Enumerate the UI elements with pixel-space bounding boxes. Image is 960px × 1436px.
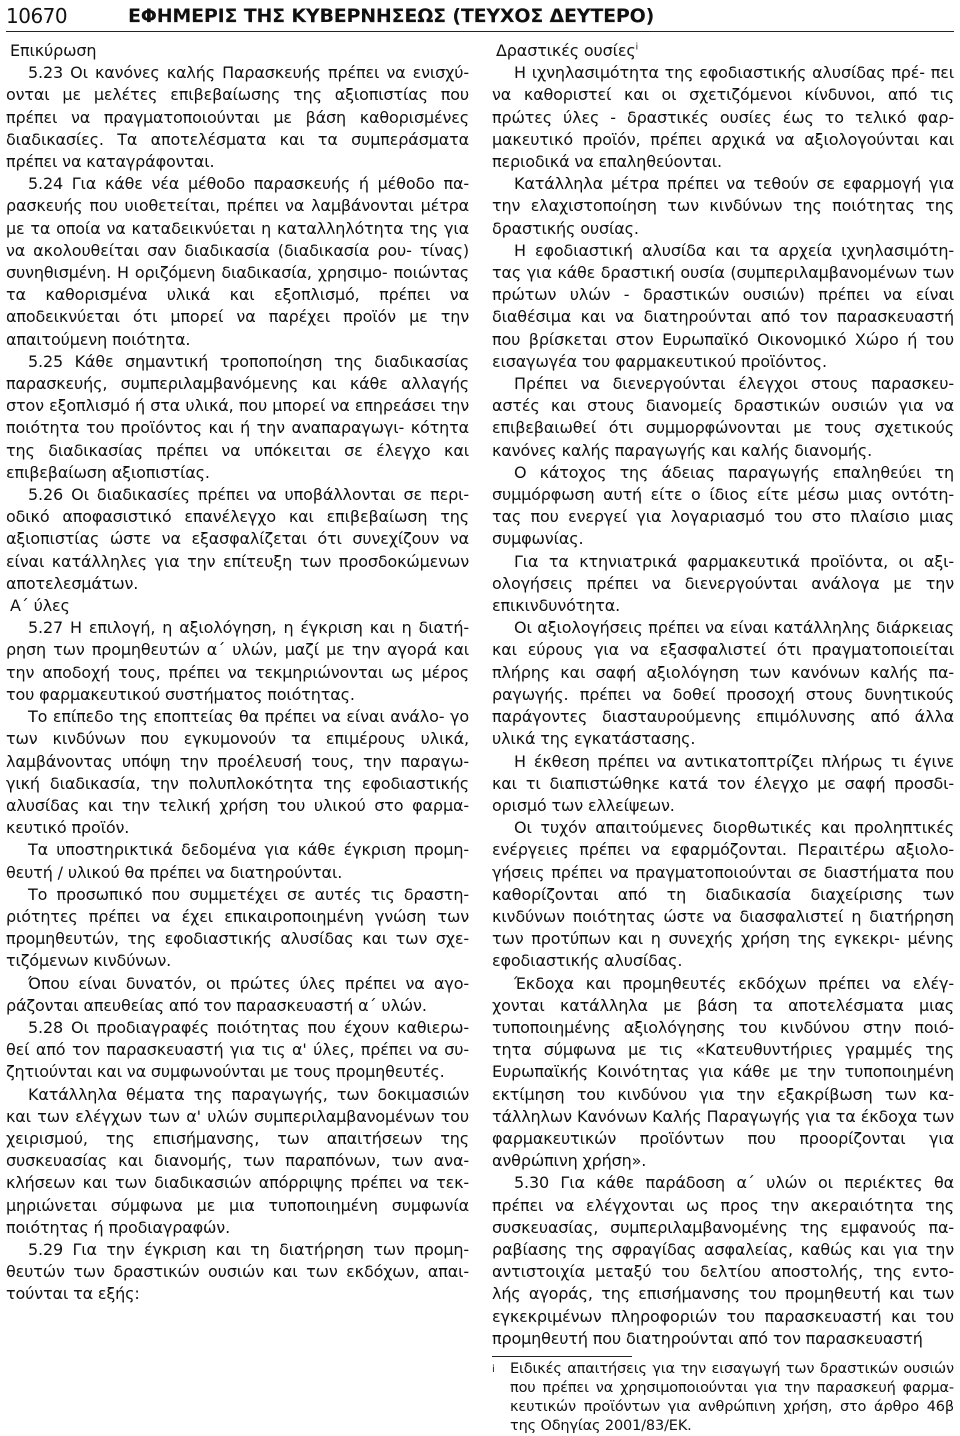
paragraph-supporting-data: Τα υποστηρικτικά δεδομένα για κάθε έγκριση προμη- θευτή / υλικού θα πρέπει να διατηρούνται. <box>6 840 469 882</box>
paragraph-staff-knowledge: Το προσωπικό που συμμετέχει σε αυτές τις δραστη- ριότητες πρέπει να έχει επικαιροποιημένη γνώση των προμηθευτών, της εφοδιαστικής αλυσίδας και των σχε- τιζόμενων κινδύνων. <box>6 884 469 971</box>
paragraph-5-29: 5.29 Για την έγκριση και τη διατήρηση των προμη- θευτών των δραστικών ουσιών και των εκδόχων, απαι- τούνται τα εξής: <box>6 1239 469 1304</box>
paragraph-5-25: 5.25 Κάθε σημαντική τροποποίηση της διαδικασίας παρασκευής, συμπεριλαμβανόμενης και κάθε αλλαγής στον εξοπλισμό ή στα υλικά, που μπορεί να επηρεάσει την ποιότητα του προϊόντος και ή την αναπαραγωγι- κότητα της διαδικασίας πρέπει να υπόκειται σε έλεγχο και επιβεβαίωση αξιοπιστίας. <box>6 351 469 482</box>
footnote-reference: i <box>635 42 638 53</box>
section-heading-active-substances <box>492 40 954 62</box>
footnote-text: Ειδικές απαιτήσεις για την εισαγωγή των δραστικών ουσιών που πρέπει να χρησιμοποιούνται για την παρασκευή φαρμα- κευτικών προϊόντων για ανθρώπινη χρήση, στο άρθρο 46β της Οδηγίας 2001/83/ΕΚ. <box>510 1360 954 1434</box>
paragraph-5-30: 5.30 Για κάθε παράδοση α΄ υλών οι περιέκτες θα πρέπει να ελέγχονται ως προς την ακεραιότητα της συσκευασίας, συμπεριλαμβανομένης της εμφανούς πα- ραβίασης της σφραγίδας ασφαλείας, καθώς και για την αντιστοιχία μεταξύ του δελτίου αποστολής, της εντο- λής αγοράς, της επισήμανσης του προμηθευτή και των εγκεκριμένων πληροφοριών του παρασκευαστή και του προμηθευτή που διατηρούνται από τον παρασκευαστή <box>492 1173 954 1348</box>
section-heading-raw-materials: Α΄ ύλες <box>10 596 70 616</box>
paragraph-5-23: 5.23 Οι κανόνες καλής Παρασκευής πρέπει να ενισχύ- ονται με μελέτες επιβεβαίωσης της αξιοπιστίας που πρέπει να πραγματοποιούνται με βάση καθορισμένες διαδικασίες. Τα αποτελέσματα και τα συμπεράσματα πρέπει να καταγράφονται. <box>6 63 469 172</box>
heading-text: Δραστικές ουσίες <box>496 41 636 60</box>
paragraph-direct-purchase: Όπου είναι δυνατόν, οι πρώτες ύλες πρέπει να αγο- ράζονται απευθείας από τον παρασκευαστή α΄ υλών. <box>6 973 469 1015</box>
paragraph-quality-agreement: Κατάλληλα θέματα της παραγωγής, των δοκιμασιών και των ελέγχων των α' υλών συμπεριλαμβανομένων του χειρισμού, της επισήμανσης, των απαιτήσεων της συσκευασίας και διανομής, των παραπόνων, των ανα- κλήσεων και των διαδικασιών απόρριψης πρέπει να τεκ- μηριώνεται σύμφωνα με μια τυποποιημένη συμφωνία ποιότητας ή προδιαγραφών. <box>6 1084 469 1237</box>
paragraph-5-27: 5.27 Η επιλογή, η αξιολόγηση, η έγκριση και η διατή- ρηση των προμηθευτών α΄ υλών, μαζί με την αγορά και την αποδοχή τους, πρέπει να τεκμηριώνονται ως μέρος του φαρμακευτικού συστήματος ποιότητας. <box>6 618 469 704</box>
footnote-divider <box>492 1356 632 1357</box>
paragraph-excipients: Έκδοχα και προμηθευτές εκδόχων πρέπει να ελέγ- χονται κατάλληλα με βάση τα αποτελέσματα μιας τυποποιημένης αξιολόγησης του κινδύνου στην ποιό- τητα σύμφωνα με τις «Κατευθυντήριες γραμμές της Ευρωπαϊκής Κοινότητας για κάθε με την τυποποιημένη εκτίμηση του κινδύνου για την εξακρίβωση των κα- τάλληλων Κανόνων Καλής Παραγωγής για τα έκδοχα των φαρμακευτικών προϊόντων που προορίζονται για ανθρώπινη χρήση». <box>492 973 954 1171</box>
footnote <box>492 1360 954 1436</box>
paragraph-veterinary: Για τα κτηνιατρικά φαρμακευτικά προϊόντα, οι αξι- ολογήσεις πρέπει να διενεργούνται ανάλογα με την επικινδυνότητα. <box>492 551 954 616</box>
paragraph-5-28: 5.28 Οι προδιαγραφές ποιότητας που έχουν καθιερω- θεί από τον παρασκευαστή για τις α' ύλες, πρέπει να συ- ζητιούνται και να συμφωνούνται με τους προμηθευτές. <box>6 1017 469 1082</box>
gazette-title: ΕΦΗΜΕΡΙΣ ΤΗΣ ΚΥΒΕΡΝΗΣΕΩΣ (ΤΕΥΧΟΣ ΔΕΥΤΕΡΟ) <box>128 4 655 27</box>
paragraph-audits: Πρέπει να διενεργούνται έλεγχοι στους παρασκευ- αστές και στους διανομείς δραστικών ουσιών για να επιβεβαιωθεί ότι συμμορφώνονται με τους σχετικούς κανόνες καλής παραγωγής και καλής διανομής. <box>492 374 954 460</box>
paragraph-audit-report: Η έκθεση πρέπει να αντικατοπτρίζει πλήρως τι έγινε και τι διαπιστώθηκε κατά τον έλεγχο με σαφή προσδι- ορισμό των ελλείψεων. <box>492 751 954 815</box>
section-heading-validation: Επικύρωση <box>10 41 97 60</box>
page-header <box>6 0 954 32</box>
paragraph-corrective-actions: Οι τυχόν απαιτούμενες διορθωτικές και προληπτικές ενέργειες πρέπει να εφαρμόζονται. Περαιτέρω αξιολο- γήσεις πρέπει να πραγματοποιούνται σε διαστήματα που καθορίζονται από τη διαδικασία διαχείρισης των κινδύνων ποιότητας ώστε να διασφαλιστεί η διατήρηση των προτύπων και η συνεχής χρήση της εγκεκρι- μένης εφοδιαστικής αλυσίδας. <box>492 818 954 971</box>
paragraph-5-26: 5.26 Οι διαδικασίες πρέπει να υποβάλλονται σε περι- οδικό αποφασιστικό επανέλεγχο και επιβεβαίωση της αξιοπιστίας ώστε να εξασφαλίζεται ότι συνεχίζουν να είναι κατάλληλες για την επίτευξη των προσδοκώμενων αποτελεσμάτων. <box>6 485 469 593</box>
paragraph-audit-scope: Οι αξιολογήσεις πρέπει να είναι κατάλληλης διάρκειας και εύρους για να εξασφαλιστεί ότι πραγματοποιείται πλήρης και σαφή αξιολόγηση των κανόνων καλής πα- ραγωγής. πρέπει να δοθεί προσοχή στους δυνητικούς παράγοντες διασταυρούμενης επιμόλυνσης από άλλα υλικά της εγκατάστασης. <box>492 618 954 749</box>
paragraph-supervision-level: Το επίπεδο της εποπτείας θα πρέπει να είναι ανάλο- γο των κινδύνων που εγκυμονούν τα επιμέρους υλικά, λαμβάνοντας υπόψη την προέλευσή τους, την παραγω- γική διαδικασία, την πολυπλοκότητα της εφοδιαστικής αλυσίδας και την τελική χρήση του υλικού στο φαρμα- κευτικό προϊόν. <box>6 707 469 838</box>
footnote-marker: i <box>492 1363 495 1375</box>
paragraph-5-24: 5.24 Για κάθε νέα μέθοδο παρασκευής ή μέθοδο πα- ρασκευής που υιοθετείται, πρέπει να λαμβάνονται μέτρα με τα οποία να καταδεικνύεται η καταλληλότητα της για να ακολουθείται σαν διαδικασία (διαδικασία ρου- τίνας) συνηθισμένη. Η οριζόμενη διαδικασία, χρησιμο- ποιώντας τα καθορισμένα υλικά και εξοπλισμό, πρέπει να αποδεικνύεται ότι μπορεί να παρέχει προϊόν με την απαιτούμενη ποιότητα. <box>6 174 469 349</box>
right-column <box>492 40 954 1436</box>
paragraph-risk-measures: Κατάλληλα μέτρα πρέπει να τεθούν σε εφαρμογή για την ελαχιστοποίηση των κινδύνων της ποιότητας της δραστικής ουσίας. <box>492 174 954 238</box>
paragraph-supply-chain-records: Η εφοδιαστική αλυσίδα και τα αρχεία ιχνηλασιμότη- τας για κάθε δραστική ουσία (συμπεριλαμβανομένων των πρώτων υλών - δραστικών ουσιών) πρέπει να είναι διαθέσιμα και να διατηρούνται από τον παρασκευαστή που βρίσκεται στον Ευρωπαϊκό Οικονομικό Χώρο ή του εισαγωγέα του φαρμακευτικού προϊόντος. <box>492 240 954 371</box>
page-number: 10670 <box>6 3 68 28</box>
left-column <box>6 40 469 1306</box>
paragraph-licence-holder: Ο κάτοχος της άδειας παραγωγής επαληθεύει τη συμμόρφωση αυτή είτε ο ίδιος είτε μέσω μιας οντότη- τας που ενεργεί για λογαριασμό του στο πλαίσιο μιας συμφωνίας. <box>492 462 954 549</box>
paragraph-traceability: Η ιχνηλασιμότητα της εφοδιαστικής αλυσίδας πρέ- πει να καθοριστεί και οι σχετιζόμενοι κίνδυνοι, από τις πρώτες ύλες - δραστικές ουσίες έως το τελικό φαρ- μακευτικό προϊόν, πρέπει αρχικά να αξιολογούνται και περιοδικά να επαληθεύονται. <box>492 63 954 172</box>
